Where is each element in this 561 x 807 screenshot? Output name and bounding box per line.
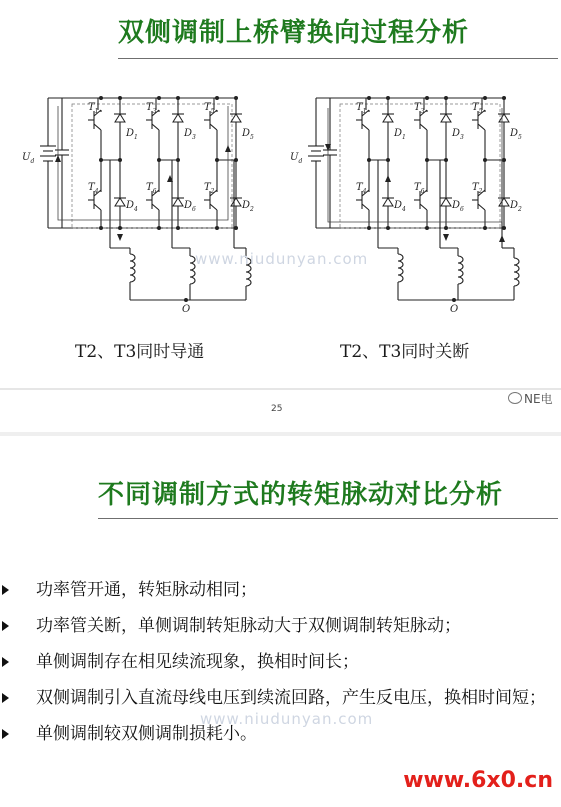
winding-coil xyxy=(398,254,403,282)
diode-label: $D_2$ xyxy=(510,200,522,213)
transistor-emitter xyxy=(420,204,427,210)
transistor-emitter xyxy=(478,124,485,130)
circuit-diagram-both-on xyxy=(20,88,270,313)
current-arrow-icon xyxy=(443,234,449,241)
title-underline xyxy=(98,518,558,519)
diode-label: $D_3$ xyxy=(452,128,464,141)
diode-symbol xyxy=(115,198,125,206)
junction-dot xyxy=(157,96,161,100)
junction-dot xyxy=(176,96,180,100)
caption-both-on: T2、T3同时导通 xyxy=(75,342,205,362)
junction-dot xyxy=(502,226,506,230)
transistor-emitter xyxy=(94,124,101,130)
diode-label: $D_4$ xyxy=(126,200,138,213)
switch-label: $T_4$ xyxy=(88,182,99,195)
diode-label: $D_4$ xyxy=(394,200,406,213)
junction-dot xyxy=(483,226,487,230)
transistor-emitter xyxy=(210,204,217,210)
junction-dot xyxy=(234,226,238,230)
bullet-arrow-icon xyxy=(2,585,9,595)
junction-dot xyxy=(386,96,390,100)
wechat-icon xyxy=(508,392,522,404)
diode-label: $D_6$ xyxy=(452,200,464,213)
junction-dot xyxy=(234,96,238,100)
current-path xyxy=(58,106,228,220)
title-underline xyxy=(118,58,558,59)
diode-symbol xyxy=(383,114,393,122)
switch-label: $T_5$ xyxy=(204,102,215,115)
supply-voltage-label: $U_d$ xyxy=(22,152,35,165)
list-item xyxy=(0,612,561,640)
switch-label: $T_4$ xyxy=(356,182,367,195)
circuit-diagram-both-off xyxy=(288,88,538,313)
diode-label: $D_3$ xyxy=(184,128,196,141)
slide-commutation-analysis xyxy=(0,0,561,388)
diode-label: $D_2$ xyxy=(242,200,254,213)
diode-label: $D_5$ xyxy=(510,128,522,141)
junction-dot xyxy=(215,96,219,100)
caption-both-off: T2、T3同时关断 xyxy=(340,342,470,362)
brand-text: NE电 xyxy=(524,392,553,406)
brand-logo xyxy=(508,390,553,407)
list-item xyxy=(0,648,561,676)
diode-symbol xyxy=(115,114,125,122)
diode-label: $D_1$ xyxy=(394,128,406,141)
diode-symbol xyxy=(441,198,451,206)
switch-label: $T_3$ xyxy=(146,102,157,115)
list-item xyxy=(0,576,561,604)
bullet-text: 功率管开通，转矩脉动相同； xyxy=(36,580,257,600)
junction-dot xyxy=(215,226,219,230)
current-path xyxy=(328,108,502,222)
junction-dot xyxy=(444,96,448,100)
diode-symbol xyxy=(441,114,451,122)
junction-dot xyxy=(176,226,180,230)
diode-label: $D_5$ xyxy=(242,128,254,141)
neutral-label: O xyxy=(182,304,191,313)
junction-dot xyxy=(99,226,103,230)
watermark: www.niudunyan.com xyxy=(195,250,369,268)
bullet-text: 双侧调制引入直流母线电压到续流回路，产生反电压，换相时间短； xyxy=(36,688,546,708)
bullet-text: 功率管关断，单侧调制转矩脉动大于双侧调制转矩脉动； xyxy=(36,616,461,636)
site-stamp: www.6x0.cn xyxy=(403,768,553,793)
slide-title: 不同调制方式的转矩脉动对比分析 xyxy=(98,480,504,510)
junction-dot xyxy=(452,298,456,302)
current-arrow-icon xyxy=(385,175,391,182)
bullet-arrow-icon xyxy=(2,693,9,703)
switch-label: $T_6$ xyxy=(146,182,157,195)
junction-dot xyxy=(118,96,122,100)
winding-coil xyxy=(130,254,135,282)
transistor-emitter xyxy=(478,204,485,210)
diode-symbol xyxy=(231,114,241,122)
switch-label: $T_2$ xyxy=(472,182,483,195)
junction-dot xyxy=(444,226,448,230)
winding-coil xyxy=(458,256,463,284)
bullet-arrow-icon xyxy=(2,621,9,631)
junction-dot xyxy=(386,226,390,230)
junction-dot xyxy=(502,96,506,100)
diode-symbol xyxy=(383,198,393,206)
junction-dot xyxy=(118,226,122,230)
bullet-text: 单侧调制较双侧调制损耗小。 xyxy=(36,724,257,744)
diode-symbol xyxy=(231,198,241,206)
transistor-emitter xyxy=(152,204,159,210)
diode-symbol xyxy=(173,198,183,206)
diode-label: $D_6$ xyxy=(184,200,196,213)
watermark: www.niudunyan.com xyxy=(200,710,374,728)
winding-coil xyxy=(514,258,519,286)
switch-label: $T_1$ xyxy=(88,102,99,115)
switch-label: $T_6$ xyxy=(414,182,425,195)
transistor-emitter xyxy=(362,124,369,130)
transistor-emitter xyxy=(362,204,369,210)
transistor-emitter xyxy=(152,124,159,130)
diode-symbol xyxy=(499,198,509,206)
bullet-list xyxy=(0,576,561,756)
transistor-emitter xyxy=(94,204,101,210)
junction-dot xyxy=(157,226,161,230)
switch-label: $T_5$ xyxy=(472,102,483,115)
junction-dot xyxy=(483,96,487,100)
switch-label: $T_3$ xyxy=(414,102,425,115)
diode-symbol xyxy=(173,114,183,122)
bullet-arrow-icon xyxy=(2,729,9,739)
bullet-arrow-icon xyxy=(2,657,9,667)
bullet-text: 单侧调制存在相见续流现象，换相时间长； xyxy=(36,652,359,672)
junction-dot xyxy=(184,298,188,302)
supply-voltage-label: $U_d$ xyxy=(290,152,303,165)
junction-dot xyxy=(367,226,371,230)
diode-label: $D_1$ xyxy=(126,128,138,141)
junction-dot xyxy=(425,96,429,100)
list-item xyxy=(0,684,561,712)
switch-label: $T_2$ xyxy=(204,182,215,195)
current-arrow-icon xyxy=(225,145,231,152)
junction-dot xyxy=(367,96,371,100)
diode-symbol xyxy=(499,114,509,122)
junction-dot xyxy=(99,96,103,100)
neutral-label: O xyxy=(450,304,459,313)
page-number: 25 xyxy=(271,404,283,414)
switch-label: $T_1$ xyxy=(356,102,367,115)
current-arrow-icon xyxy=(499,235,505,242)
transistor-emitter xyxy=(210,124,217,130)
current-arrow-icon xyxy=(117,234,123,241)
transistor-emitter xyxy=(420,124,427,130)
separator-line xyxy=(0,388,561,390)
junction-dot xyxy=(425,226,429,230)
slide-title: 双侧调制上桥臂换向过程分析 xyxy=(118,18,470,48)
